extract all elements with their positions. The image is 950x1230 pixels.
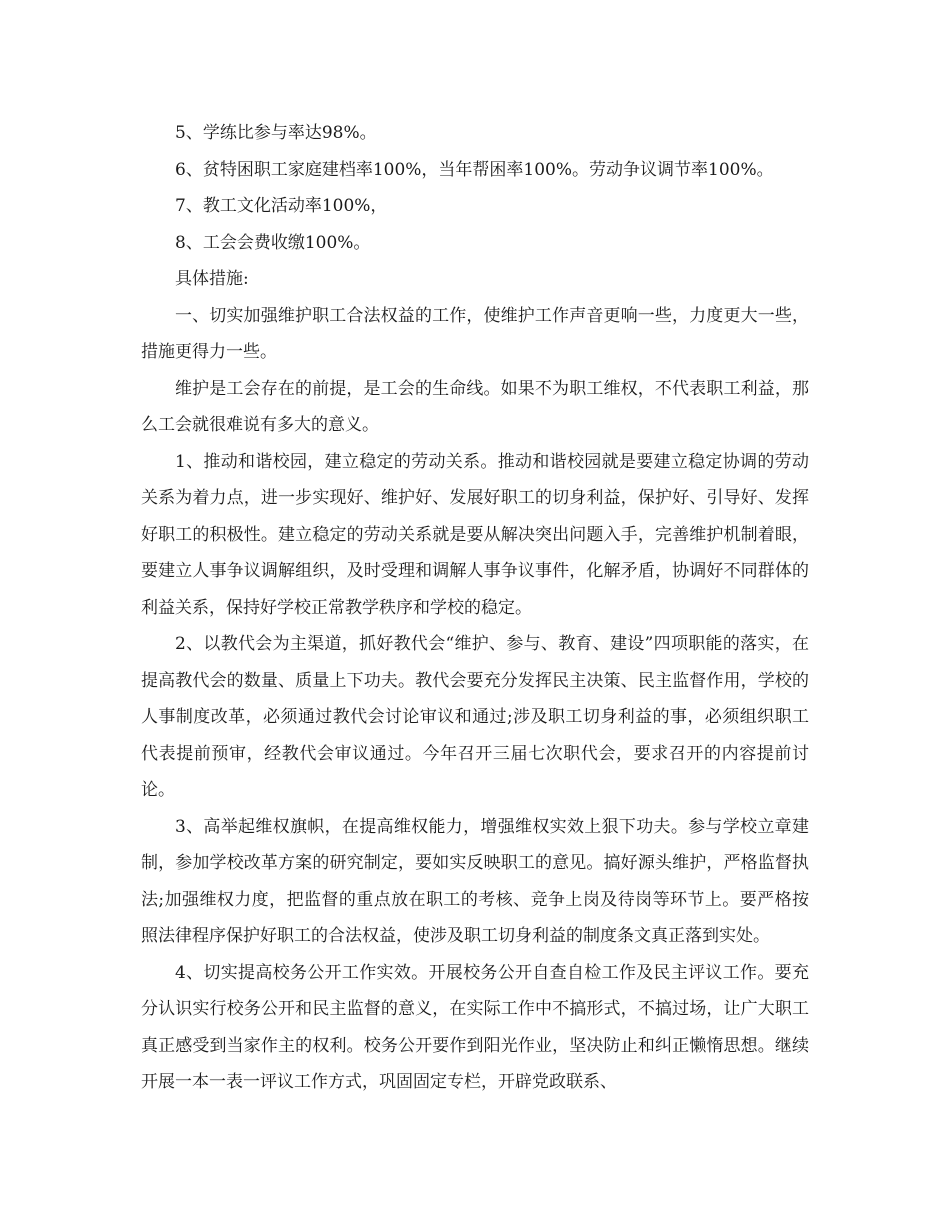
paragraph-rights-intro: 维护是工会存在的前提，是工会的生命线。如果不为职工维权，不代表职工利益，那么工会就很难说有多大的意义。	[141, 378, 809, 435]
paragraph-target-7: 7、教工文化活动率100%，	[175, 196, 388, 216]
paragraph-target-5: 5、学练比参与率达98%。	[175, 123, 377, 143]
paragraph-item-2: 2、以教代会为主渠道，抓好教代会“维护、参与、教育、建设”四项职能的落实，在提高教代会的数量、质量上下功夫。教代会要充分发挥民主决策、民主监督作用，学校的人事制度改革，必须通过教代会讨论审议和通过;涉及职工切身利益的事，必须组织职工代表提前预审，经教代会审议通过。今年召开三届七次职代会，要求召开的内容提前讨论。	[141, 634, 809, 800]
paragraph-item-4: 4、切实提高校务公开工作实效。开展校务公开自查自检工作及民主评议工作。要充分认识实行校务公开和民主监督的意义，在实际工作中不搞形式，不搞过场，让广大职工真正感受到当家作主的权利。校务公开要作到阳光作业，坚决防止和纠正懒惰思想。继续开展一本一表一评议工作方式，巩固固定专栏，开辟党政联系、	[141, 962, 809, 1092]
document-body	[141, 115, 809, 1101]
section-heading-measures: 具体措施:	[175, 269, 249, 289]
paragraph-measure-1: 一、切实加强维护职工合法权益的工作，使维护工作声音更响一些，力度更大一些，措施更得力一些。	[141, 305, 809, 362]
paragraph-target-6: 6、贫特困职工家庭建档率100%，当年帮困率100%。劳动争议调节率100%。	[175, 159, 774, 180]
paragraph-item-3: 3、高举起维权旗帜，在提高维权能力，增强维权实效上狠下功夫。参与学校立章建制，参加学校改革方案的研究制定，要如实反映职工的意见。搞好源头维护，严格监督执法;加强维权力度，把监督的重点放在职工的考核、竞争上岗及待岗等环节上。要严格按照法律程序保护好职工的合法权益，使涉及职工切身利益的制度条文真正落到实处。	[141, 816, 809, 946]
paragraph-target-8: 8、工会会费收缴100%。	[175, 232, 371, 253]
paragraph-item-1: 1、推动和谐校园，建立稳定的劳动关系。推动和谐校园就是要建立稳定协调的劳动关系为着力点，进一步实现好、维护好、发展好职工的切身利益，保护好、引导好、发挥好职工的积极性。建立稳定的劳动关系就是要从解决突出问题入手，完善维护机制着眼，要建立人事争议调解组织，及时受理和调解人事争议事件，化解矛盾，协调好不同群体的利益关系，保持好学校正常教学秩序和学校的稳定。	[141, 451, 809, 618]
